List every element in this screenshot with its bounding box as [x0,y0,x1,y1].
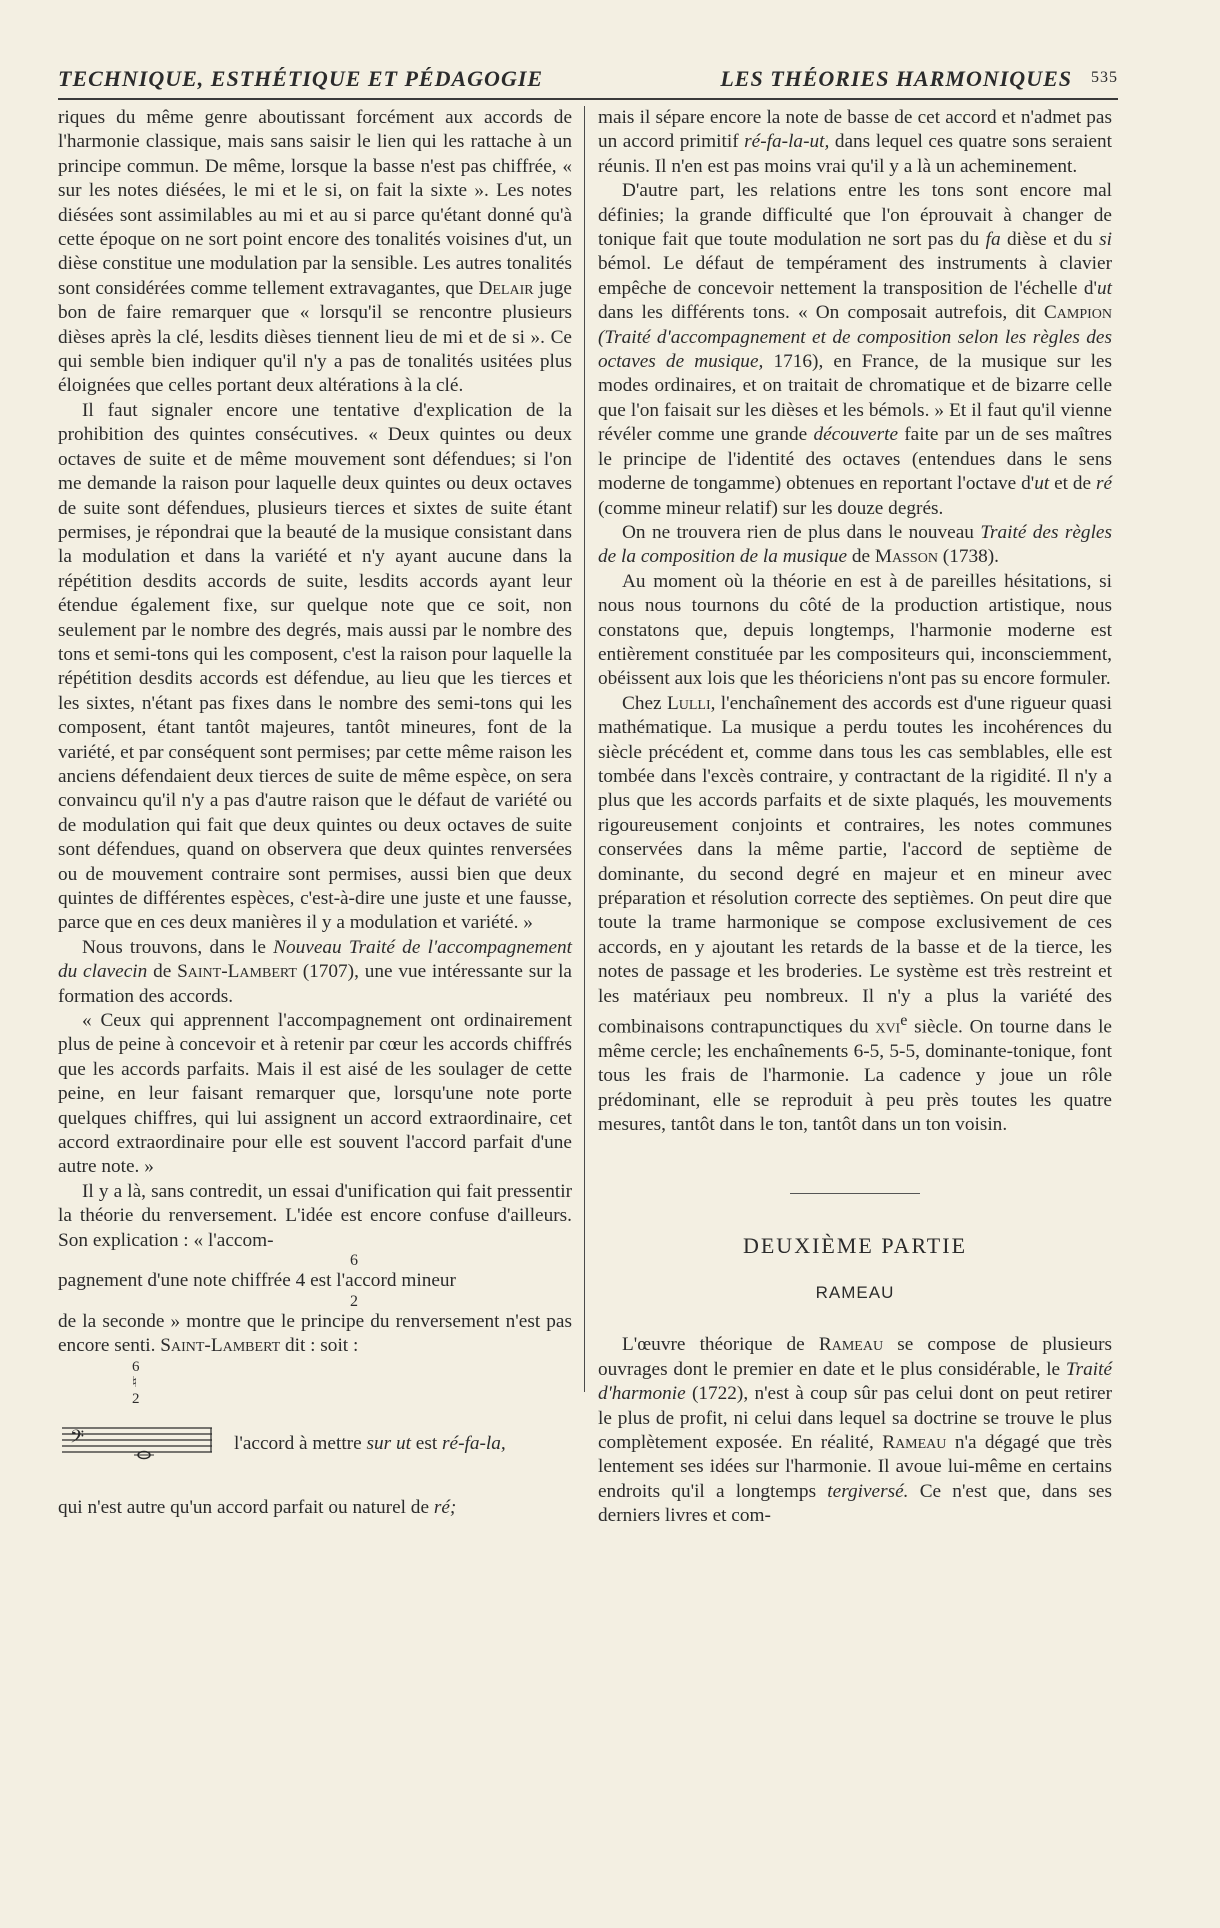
svg-text:𝄢: 𝄢 [70,1427,85,1453]
header-right-title: LES THÉORIES HARMONIQUES [720,66,1072,91]
paragraph: Il y a là, sans contredit, un essai d'unification qui fait pressentir la théorie du renversement. L'idée est encore confuse d'ailleurs. Son explication : « l'accom- 6 pagnement d'une note chiffrée 4 est l'accord mineur 2 de la seconde » montre que le principe du renversement n'est pas encore senti. Saint-Lambert dit : soit : [58,1180,572,1356]
figure-number: 6 [132,1359,140,1376]
book-title: Traité des règles de la composition de la musique [598,521,1112,568]
right-column [598,106,1112,1529]
paragraph: qui n'est autre qu'un accord parfait ou naturel de ré; [58,1497,457,1519]
paragraph: Au moment où la théorie en est à de pareilles hésitations, si nous nous tournons du côté de la production artistique, nous constatons que, depuis longtemps, l'harmonie moderne est entièrement constituée par les compositeurs qui, inconsciemment, obéissent aux lois que les théoriciens n'ont pas su encore formuler. [598,570,1112,690]
author-name: Saint-Lambert [177,961,297,983]
running-header [58,64,1118,100]
book-title: Nouveau Traité de l'accompagnement du clavecin [58,936,572,983]
author-name: Lulli [666,692,711,714]
paragraph: Nous trouvons, dans le Nouveau Traité de l'accompagnement du clavecin de Saint-Lambert (1707), une vue intéressante sur la formation des accords. [58,936,572,1007]
paragraph: mais il sépare encore la note de basse de cet accord et n'admet pas un accord primitif ré-fa-la-ut, dans lequel ces quatre sons seraient réunis. Il n'en est pas moins vrai qu'il y a là un acheminement. [598,107,1112,177]
book-title: (Traité d'accompagnement et de composition selon les règles des octaves de musique, [598,326,1112,373]
music-example [58,1358,572,1476]
natural-sign: ♮ [132,1375,138,1392]
figure-number-2: 2 [350,1292,358,1310]
figure-number-6: 6 [350,1252,358,1270]
paragraph: riques du même genre aboutissant forcément aux accords de l'harmonie classique, mais sans saisir le lien qui les rattache à un principe commun. De même, lorsque la basse n'est pas chiffrée, « sur les notes diésées, le mi et le si, on fait la sixte ». Les notes diésées sont assimilables au mi et au si parce qu'étant donné qu'à cette époque on ne sort point encore des tonalités voisines d'ut, un dièse constitue une modulation par la sensible. Les autres tonalités sont considérées comme tellement extravagantes, que Delair juge bon de faire remarquer que « lorsqu'il se rencontre plusieurs dièses après la clé, lesdits dièses tiennent lieu de mi et de si ». Ce qui semble bien indiquer qu'il n'y a pas de tonalités usitées plus éloignées que celles portant deux altérations à la clé. [58,107,572,397]
author-name: Saint-Lambert [160,1334,281,1356]
paragraph: Il faut signaler encore une tentative d'explication de la prohibition des quintes consécutives. « Deux quintes ou deux octaves de suite et de même mouvement sont défendues; si l'on me demande la raison pour laquelle deux quintes ou deux octaves de suite sont défendues, plusieurs tierces et sixtes de suite étant permises, je répondrai que la beauté de la musique consistant dans la modulation et dans la variété et n'y ayant aucune dans la répétition desdits accords de suite, lesdits accords ayant leur étendue également fixe, sur quelque note que ce soit, non seulement par le nombre des degrés, mais aussi par le nombre des tons et semi-tons qui les composent, c'est la raison pour laquelle la répétition desdits accords est défendue, au lieu que les tierces et les sixtes, n'étant pas fixes dans le nombre des semi-tons qui les composent, étant tantôt majeures, tantôt mineures, font de la variété, et par conséquent sont permises; par cette même raison les anciens défendaient deux tierces de suite de même espèce, on sera convaincu qu'il n'y a pas d'autre raison que le défaut de variété ou de modulation qui fait que deux quintes ou deux octaves de suite sont défendues, quand on observera que deux quintes renversées ou de mouvement contraire sont permises, aussi bien que deux quintes de différentes espèces, c'est-à-dire une juste et une fausse, parce que en ces deux manières il y a modulation et variété. » [58,399,572,934]
author-name: Rameau [818,1334,884,1356]
paragraph: « Ceux qui apprennent l'accompagnement ont ordinairement plus de peine à concevoir et à retenir par cœur les accords chiffrés que les accords parfaits. Mais il est aisé de les soulager de cette peine, en leur faisant remarquer que, lorsqu'une note porte quelques chiffres, qui lui assignent un accord extraordinaire, cet accord extraordinaire pour elle est souvent l'accord parfait d'une autre note. » [58,1010,572,1178]
paragraph: L'œuvre théorique de Rameau se compose de plusieurs ouvrages dont le premier en date et le plus considérable, le Traité d'harmonie (1722), n'est à coup sûr pas celui dont on peut retirer le plus de profit, ni celui dans lequel sa doctrine se trouve le plus complètement exposée. En réalité, Rameau n'a dégagé que très lentement ses idées sur l'harmonie. Il avoue lui-même en certains endroits qu'il a longtemps tergiversé. Ce n'est que, dans ses derniers livres et com- [598,1334,1113,1527]
header-left-title: TECHNIQUE, ESTHÉTIQUE ET PÉDAGOGIE [58,66,544,91]
section-rule [790,1193,920,1194]
figured-bass-figure [62,1358,212,1476]
author-name: Rameau [882,1431,947,1453]
part-title: DEUXIÈME PARTIE [742,1233,968,1259]
figure-number: 2 [132,1391,140,1408]
author-name: Campion [1043,302,1113,324]
paragraph: Chez Lulli, l'enchaînement des accords est d'une rigueur quasi mathématique. La musique a perdu toutes les incohérences du siècle précédent et, comme dans tous les cas semblables, elle est tombée dans l'excès contraire, y contractant de la rigidité. Il n'y a plus que les accords parfaits et de sixte plaqués, les mouvements rigoureusement conjoints et contraires, les notes communes conservées dans la même partie, l'accord de septième de dominante, du second degré en majeur et en mineur avec préparation et résolution correcte des septièmes. On peut dire que toute la trame harmonique se compose exclusivement de ces accords, en y ajoutant les retards de la basse et de la tierce, les notes de passage et les broderies. Le système est très restreint et les matériaux peu nombreux. Il n'y a plus la variété des combinaisons contrapunctiques du xvi$^e$ siècle. On tourne dans le même cercle; les enchaînements 6-5, 5-5, dominante-tonique, font tous les frais de l'harmonie. La cadence y joue un rôle prédominant, elle se reproduit à peu près toutes les quatre mesures, tantôt dans le ton, tantôt dans un ton voisin. [598,692,1112,1136]
part-subtitle: RAMEAU [815,1282,895,1302]
paragraph: On ne trouvera rien de plus dans le nouveau Traité des règles de la composition de la musique de Masson (1738). [598,521,1112,568]
page-number: 535 [1091,69,1118,86]
author-name: Delair [478,277,534,299]
bass-staff-icon [62,1424,212,1460]
music-example-caption: l'accord à mettre sur ut est ré-fa-la, [234,1433,506,1455]
left-column [58,106,572,1521]
column-divider [584,106,585,1392]
author-name: Masson [874,546,938,568]
paragraph: D'autre part, les relations entre les tons sont encore mal définies; la grande difficulté que l'on éprouvait à changer de tonique fait que toute modulation ne sort pas du fa dièse et du si bémol. Le défaut de tempérament des instruments à clavier empêche de concevoir nettement la transposition de l'échelle d'ut dans les différents tons. « On composait autrefois, dit Campion (Traité d'accompagnement et de composition selon les règles des octaves de musique, 1716), en France, de la musique sur les modes ordinaires, et on traitait de chromatique et de bizarre celle que l'on faisait sur les dièses et les bémols. » Et il faut qu'il vienne révéler comme une grande découverte faite par un de ses maîtres le principe de l'identité des octaves (entendues dans le sens moderne de tongamme) obtenues en reportant l'octave d'ut et de ré (comme mineur relatif) sur les douze degrés. [598,180,1113,519]
book-title: Traité d'harmonie [598,1358,1112,1405]
